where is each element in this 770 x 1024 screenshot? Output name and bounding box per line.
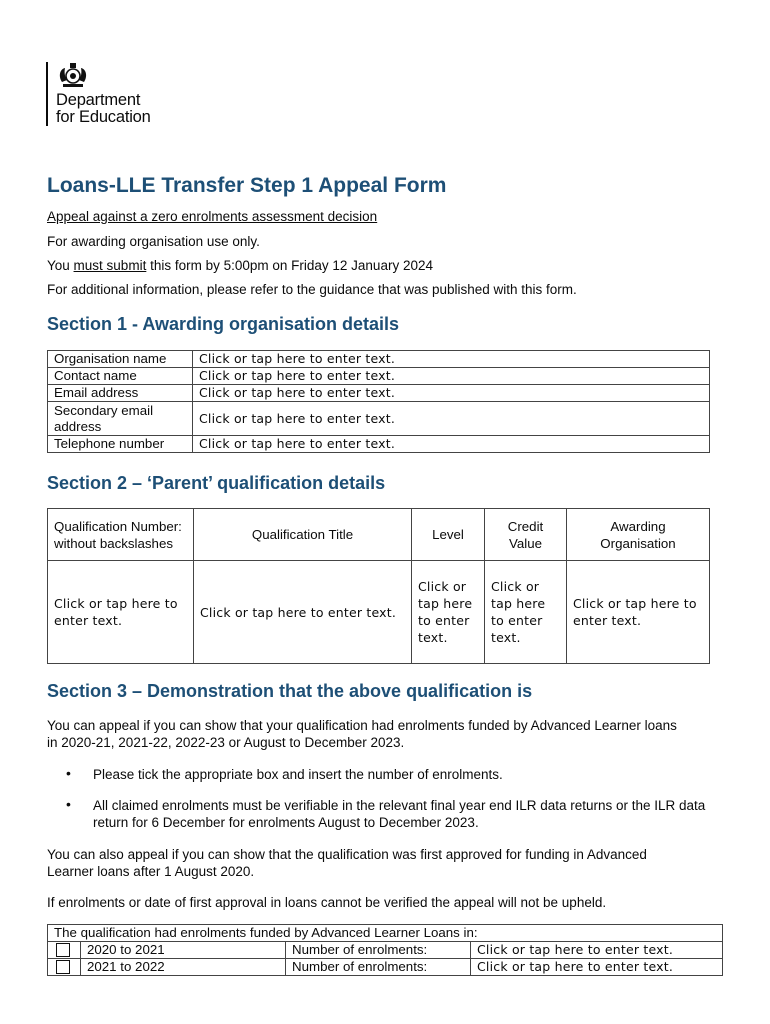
awarding-organisation-field[interactable]: Click or tap here to enter text.: [567, 561, 710, 664]
table-row: [48, 942, 723, 959]
enrolments-table-header: The qualification had enrolments funded by Advanced Learner Loans in:: [48, 925, 723, 942]
deadline-post: this form by 5:00pm on Friday 12 January 2024: [146, 258, 433, 273]
section2-title: Section 2 – ‘Parent’ qualification details: [47, 473, 386, 493]
organisation-name-field[interactable]: Click or tap here to enter text.: [193, 351, 710, 368]
logo-text: [56, 92, 151, 126]
year-label: 2020 to 2021: [81, 942, 286, 959]
first-approval-text: You can also appeal if you can show that the qualification was first approved for funding in Advanced Learner loans after 1 August 2020.: [47, 847, 647, 879]
verification-note: If enrolments or date of first approval in loans cannot be verified the appeal will not be upheld.: [47, 895, 607, 910]
telephone-number-field[interactable]: Click or tap here to enter text.: [193, 436, 710, 453]
table-row: [48, 385, 710, 402]
field-label: Secondary email address: [48, 402, 193, 436]
logo-line-1: Department: [56, 91, 141, 109]
royal-crest-icon: [54, 60, 92, 90]
secondary-email-field[interactable]: Click or tap here to enter text.: [193, 402, 710, 436]
level-field[interactable]: Click or tap here to enter text.: [412, 561, 485, 664]
deadline-emphasis: must submit: [73, 258, 147, 273]
logo-divider: [46, 62, 48, 126]
bullet-icon: •: [66, 796, 71, 812]
table-row: [48, 561, 710, 664]
year-checkbox-2021-22[interactable]: [56, 960, 70, 974]
logo-line-2: for Education: [56, 108, 151, 126]
qualification-title-field[interactable]: Click or tap here to enter text.: [194, 561, 412, 664]
section3-title: Section 3 – Demonstration that the above qualification is: [47, 681, 533, 701]
column-header: Qualification Title: [194, 509, 412, 561]
table-row: [48, 402, 710, 436]
intro-line-1: For awarding organisation use only.: [47, 234, 260, 249]
enrolments-table: [47, 924, 723, 976]
bullet-item: Please tick the appropriate box and insert the number of enrolments.: [93, 767, 503, 782]
page-title: Loans-LLE Transfer Step 1 Appeal Form: [47, 174, 447, 197]
intro-line-3: For additional information, please refer to the guidance that was published with this form.: [47, 282, 577, 297]
table-header-row: [48, 925, 723, 942]
column-header: Qualification Number: without backslashes: [48, 509, 194, 561]
qualification-details-table: [47, 508, 710, 664]
section1-title: Section 1 - Awarding organisation details: [47, 314, 400, 334]
checkbox-cell: [48, 942, 81, 959]
field-label: Contact name: [48, 368, 193, 385]
table-header-row: [48, 509, 710, 561]
table-row: [48, 436, 710, 453]
enrolments-2020-21-field[interactable]: Click or tap here to enter text.: [471, 942, 723, 959]
field-label: Telephone number: [48, 436, 193, 453]
enrolments-label: Number of enrolments:: [286, 959, 471, 976]
awarding-organisation-table: [47, 350, 710, 453]
table-row: [48, 959, 723, 976]
deadline-pre: You: [47, 258, 74, 273]
column-header: Level: [412, 509, 485, 561]
appeal-eligibility-text: You can appeal if you can show that your qualification had enrolments funded by Advanced Learner loans in 2020-21, 2021-22, 2022-23 or August to December 2023.: [47, 718, 677, 750]
credit-value-field[interactable]: Click or tap here to enter text.: [485, 561, 567, 664]
contact-name-field[interactable]: Click or tap here to enter text.: [193, 368, 710, 385]
field-label: Email address: [48, 385, 193, 402]
field-label: Organisation name: [48, 351, 193, 368]
column-header: Credit Value: [485, 509, 567, 561]
table-row: [48, 368, 710, 385]
checkbox-cell: [48, 959, 81, 976]
form-subtitle: Appeal against a zero enrolments assessment decision: [47, 209, 378, 224]
enrolments-2021-22-field[interactable]: Click or tap here to enter text.: [471, 959, 723, 976]
bullet-icon: •: [66, 765, 71, 781]
qualification-number-field[interactable]: Click or tap here to enter text.: [48, 561, 194, 664]
year-label: 2021 to 2022: [81, 959, 286, 976]
email-address-field[interactable]: Click or tap here to enter text.: [193, 385, 710, 402]
column-header: Awarding Organisation: [567, 509, 710, 561]
bullet-item: All claimed enrolments must be verifiable in the relevant final year end ILR data returns or the ILR data return for 6 December for enrolments August to December 2023.: [93, 798, 706, 830]
table-row: [48, 351, 710, 368]
enrolments-label: Number of enrolments:: [286, 942, 471, 959]
year-checkbox-2020-21[interactable]: [56, 943, 70, 957]
intro-line-2: [47, 258, 433, 273]
